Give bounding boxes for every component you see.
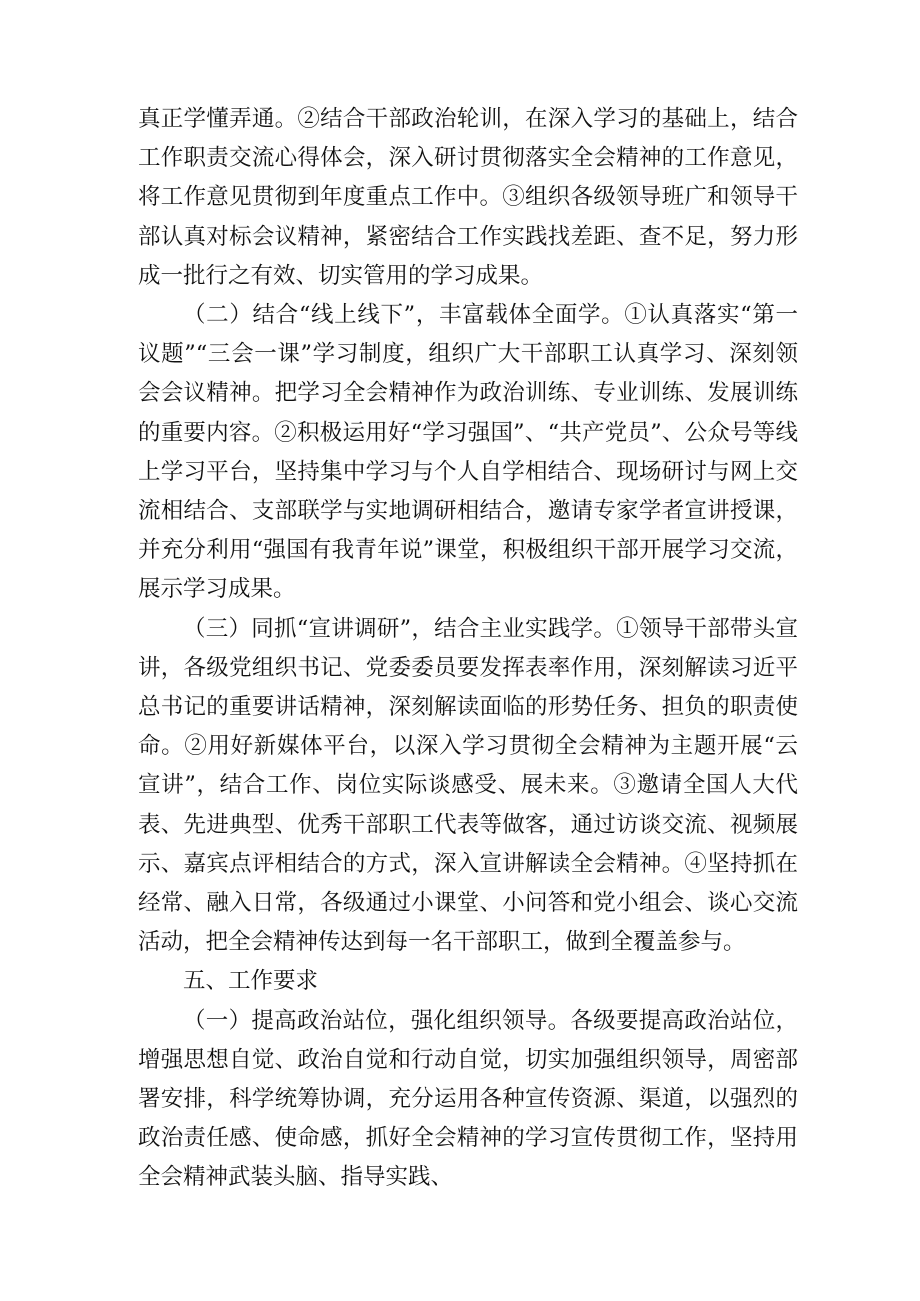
heading-work-requirements: 五、工作要求	[183, 968, 319, 995]
paragraph-continued: 真正学懂弄通。②结合干部政治轮训，在深入学习的基础上，结合工作职责交流心得体会，深入研讨贯彻落实全会精神的工作意见，将工作意见贯彻到年度重点工作中。③组织各级领导班广和领导干部认真对标会议精神，紧密结合工作实践找差距、查不足，努力形成一批行之有效、切实管用的学习成果。	[138, 106, 798, 289]
paragraph-section-2: （二）结合“线上线下”，丰富载体全面学。①认真落实“第一议题”“三会一课”学习制度，组织广大干部职工认真学习、深刻领会会议精神。把学习全会精神作为政治训练、专业训练、发展训练的重要内容。②积极运用好“学习强国”、“共产党员”、公众号等线上学习平台，坚持集中学习与个人自学相结合、现场研讨与网上交流相结合、支部联学与实地调研相结合，邀请专家学者宣讲授课，并充分利用“强国有我青年说”课堂，积极组织干部开展学习交流，展示学习成果。	[138, 302, 798, 603]
paragraph-section-3: （三）同抓“宣讲调研”，结合主业实践学。①领导干部带头宣讲，各级党组织书记、党委委员要发挥表率作用，深刻解读习近平总书记的重要讲话精神，深刻解读面临的形势任务、担负的职责使命。②用好新媒体平台，以深入学习贯彻全会精神为主题开展“云宣讲”，结合工作、岗位实际谈感受、展未来。③邀请全国人大代表、先进典型、优秀干部职工代表等做客，通过访谈交流、视频展示、嘉宾点评相结合的方式，深入宣讲解读全会精神。④坚持抓在经常、融入日常，各级通过小课堂、小问答和党小组会、谈心交流活动，把全会精神传达到每一名干部职工，做到全覆盖参与。	[138, 615, 798, 956]
paragraph-requirement-1: （一）提高政治站位，强化组织领导。各级要提高政治站位，增强思想自觉、政治自觉和行动自觉，切实加强组织领导，周密部署安排，科学统筹协调，充分运用各种宣传资源、渠道，以强烈的政治责任感、使命感，抓好全会精神的学习宣传贯彻工作，坚持用全会精神武装头脑、指导实践、	[138, 1007, 798, 1191]
document-body	[138, 100, 798, 1198]
